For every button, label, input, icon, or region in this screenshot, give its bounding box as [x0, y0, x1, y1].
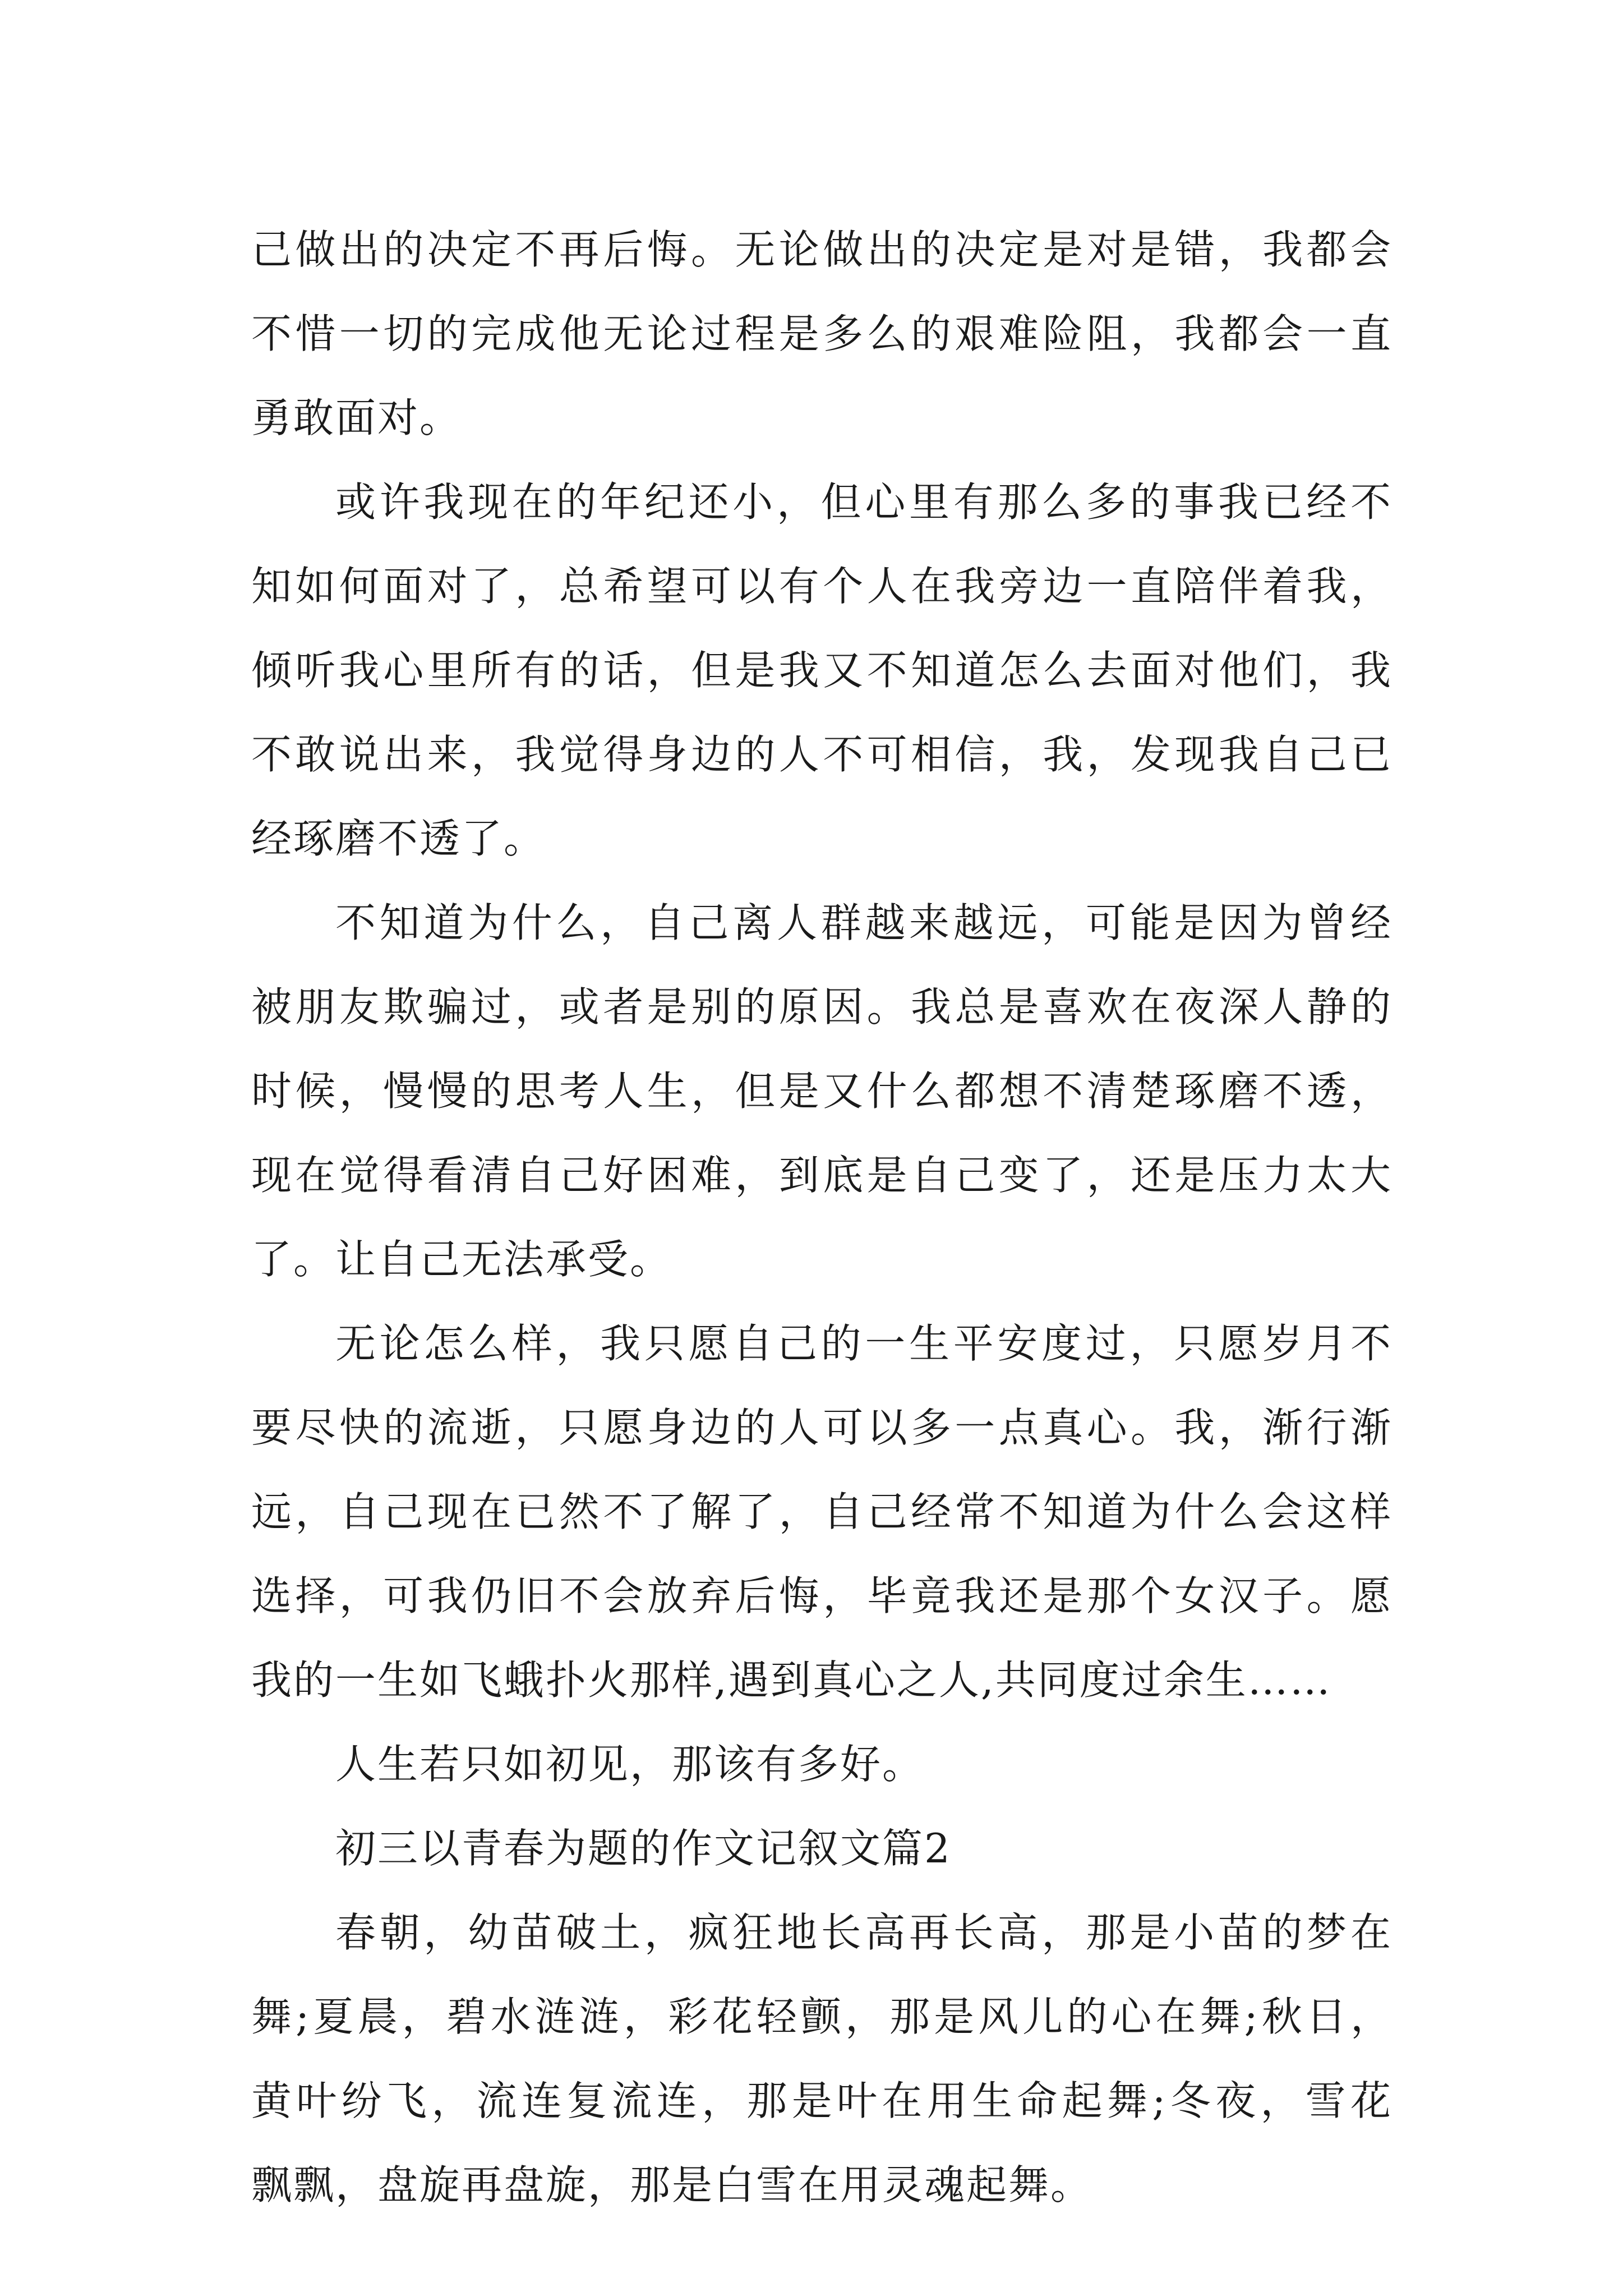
text-line: 远，自己现在已然不了解了，自己经常不知道为什么会这样: [251, 1488, 1393, 1535]
text-line: 黄叶纷飞，流连复流连，那是叶在用生命起舞;冬夜，雪花: [251, 2077, 1393, 2124]
paragraph: [251, 881, 1393, 1301]
text-line: 时候，慢慢的思考人生，但是又什么都想不清楚琢磨不透，: [251, 1068, 1393, 1115]
text-line: 选择，可我仍旧不会放弃后悔，毕竟我还是那个女汉子。愿: [251, 1572, 1393, 1619]
paragraph: [251, 460, 1393, 881]
text-line: 飘飘，盘旋再盘旋，那是白雪在用灵魂起舞。: [251, 2161, 1093, 2208]
text-line: 要尽快的流逝，只愿身边的人可以多一点真心。我，渐行渐: [251, 1404, 1393, 1451]
text-line: 春朝，幼苗破土，疯狂地长高再长高，那是小苗的梦在: [335, 1909, 1393, 1956]
text-line: 被朋友欺骗过，或者是别的原因。我总是喜欢在夜深人静的: [251, 983, 1393, 1030]
text-line: 舞;夏晨，碧水涟涟，彩花轻颤，那是风儿的心在舞;秋日，: [251, 1993, 1393, 2040]
text-line: 不敢说出来，我觉得身边的人不可相信，我，发现我自己已: [251, 731, 1393, 778]
text-line: 现在觉得看清自己好困难，到底是自己变了，还是压力太大: [251, 1152, 1393, 1199]
document-body: [251, 208, 1393, 2227]
paragraph: [251, 1301, 1393, 1722]
text-line: 不惜一切的完成他无论过程是多么的艰难险阻，我都会一直: [251, 310, 1393, 357]
text-line: 知如何面对了，总希望可以有个人在我旁边一直陪伴着我，: [251, 563, 1393, 610]
text-line: 勇敢面对。: [251, 394, 462, 441]
text-line: 人生若只如初见，那该有多好。: [335, 1741, 925, 1788]
paragraph: [251, 1722, 1393, 1806]
text-line: 初三以青春为题的作文记叙文篇2: [335, 1825, 952, 1872]
text-line: 我的一生如飞蛾扑火那样,遇到真心之人,共同度过余生……: [251, 1657, 1332, 1704]
text-line: 经琢磨不透了。: [251, 815, 546, 862]
paragraph: [251, 1890, 1393, 2227]
paragraph: [251, 208, 1393, 460]
text-line: 了。让自己无法承受。: [251, 1236, 672, 1283]
text-line: 无论怎么样，我只愿自己的一生平安度过，只愿岁月不: [335, 1320, 1393, 1367]
text-line: 己做出的决定不再后悔。无论做出的决定是对是错，我都会: [251, 226, 1393, 273]
text-line: 倾听我心里所有的话，但是我又不知道怎么去面对他们，我: [251, 647, 1393, 694]
text-line: 不知道为什么，自己离人群越来越远，可能是因为曾经: [335, 899, 1393, 946]
text-line: 或许我现在的年纪还小，但心里有那么多的事我已经不: [335, 478, 1393, 526]
paragraph: [251, 1806, 1393, 1890]
